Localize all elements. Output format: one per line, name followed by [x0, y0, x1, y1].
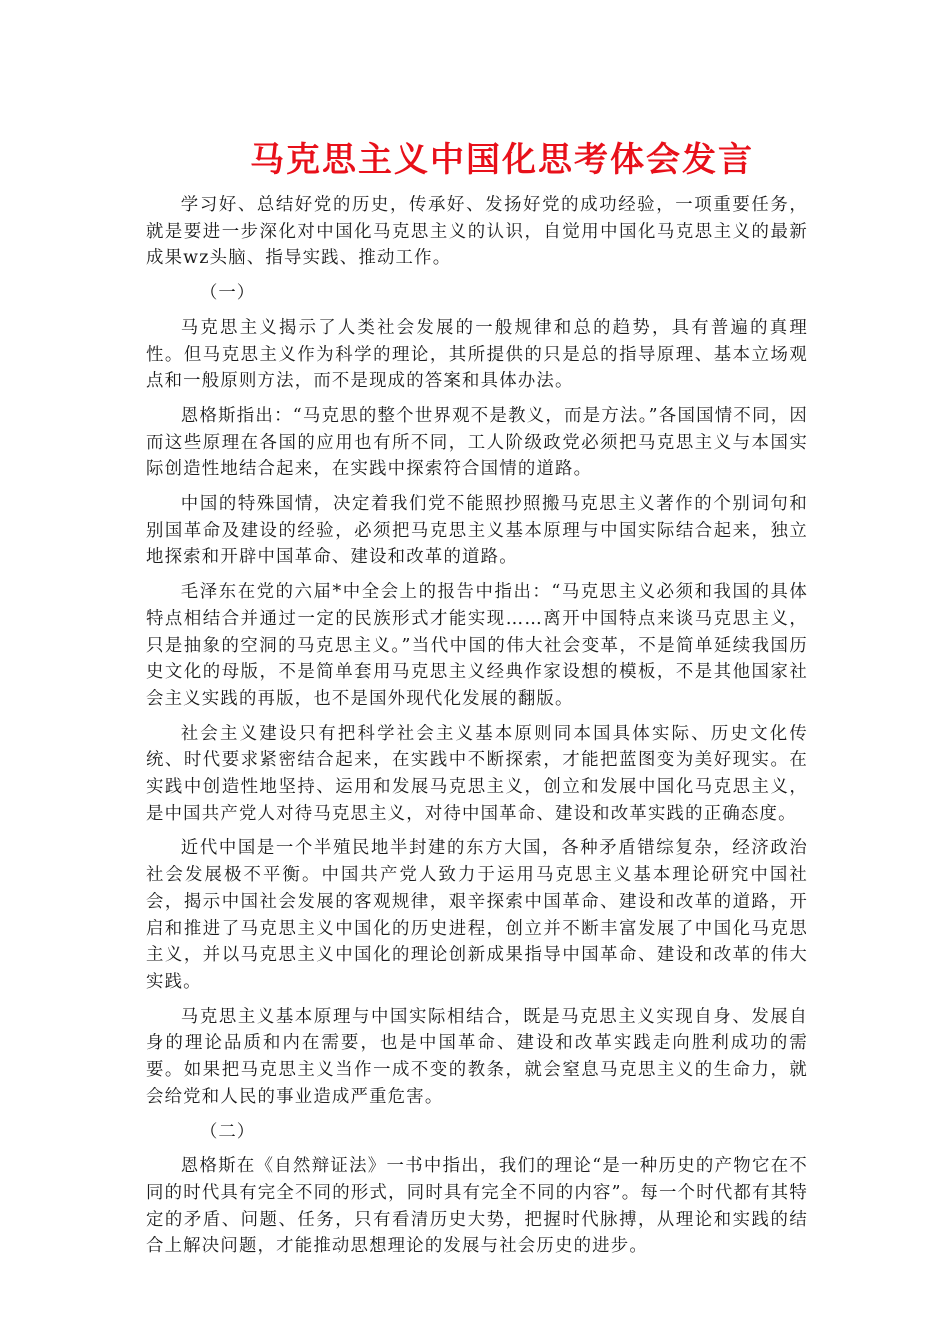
section-heading-2: （二） [200, 1121, 256, 1142]
paragraph: 毛泽东在党的六届*中全会上的报告中指出：“马克思主义必须和我国的具体特点相结合并通过一定的民族形式才能实现……离开中国特点来谈马克思主义，只是抽象的空洞的马克思主义。”当代中国的伟大社会变革，不是简单延续我国历史文化的母版，不是简单套用马克思主义经典作家设想的模板，不是其他国家社会主义实践的再版，也不是国外现代化发展的翻版。 [146, 582, 808, 709]
paragraph: 马克思主义基本原理与中国实际相结合，既是马克思主义实现自身、发展自身的理论品质和内在需要，也是中国革命、建设和改革实践走向胜利成功的需要。如果把马克思主义当作一成不变的教条，就会窒息马克思主义的生命力，就会给党和人民的事业造成严重危害。 [146, 1006, 808, 1107]
paragraph: 马克思主义揭示了人类社会发展的一般规律和总的趋势，具有普遍的真理性。但马克思主义作为科学的理论，其所提供的只是总的指导原理、基本立场观点和一般原则方法，而不是现成的答案和具体办法。 [146, 317, 808, 392]
paragraph: 社会主义建设只有把科学社会主义基本原则同本国具体实际、历史文化传统、时代要求紧密结合起来，在实践中不断探索，才能把蓝图变为美好现实。在实践中创造性地坚持、运用和发展马克思主义，创立和发展中国化马克思主义，是中国共产党人对待马克思主义，对待中国革命、建设和改革实践的正确态度。 [146, 723, 808, 824]
section-heading-1: （一） [200, 283, 256, 304]
paragraph: 恩格斯指出：“马克思的整个世界观不是教义，而是方法。”各国国情不同，因而这些原理在各国的应用也有所不同，工人阶级政党必须把马克思主义与本国实际创造性地结合起来，在实践中探索符合国情的道路。 [146, 405, 808, 480]
paragraph: 恩格斯在《自然辩证法》一书中指出，我们的理论“是一种历史的产物它在不同的时代具有完全不同的形式，同时具有完全不同的内容”。每一个时代都有其特定的矛盾、问题、任务，只有看清历史大势，把握时代脉搏，从理论和实践的结合上解决问题，才能推动思想理论的发展与社会历史的进步。 [146, 1156, 808, 1257]
paragraph: 近代中国是一个半殖民地半封建的东方大国，各种矛盾错综复杂，经济政治社会发展极不平衡。中国共产党人致力于运用马克思主义基本理论研究中国社会，揭示中国社会发展的客观规律，艰辛探索中国革命、建设和改革的道路，开启和推进了马克思主义中国化的历史进程，创立并不断丰富发展了中国化马克思主义，并以马克思主义中国化的理论创新成果指导中国革命、建设和改革的伟大实践。 [146, 838, 808, 992]
paragraph: 中国的特殊国情，决定着我们党不能照抄照搬马克思主义著作的个别词句和别国革命及建设的经验，必须把马克思主义基本原理与中国实际结合起来，独立地探索和开辟中国革命、建设和改革的道路。 [146, 494, 808, 568]
document-title: 马克思主义中国化思考体会发言 [250, 140, 754, 180]
intro-paragraph: 学习好、总结好党的历史，传承好、发扬好党的成功经验，一项重要任务，就是要进一步深化对中国化马克思主义的认识，自觉用中国化马克思主义的最新成果wz头脑、指导实践、推动工作。 [146, 195, 808, 269]
document-body [146, 192, 808, 1268]
